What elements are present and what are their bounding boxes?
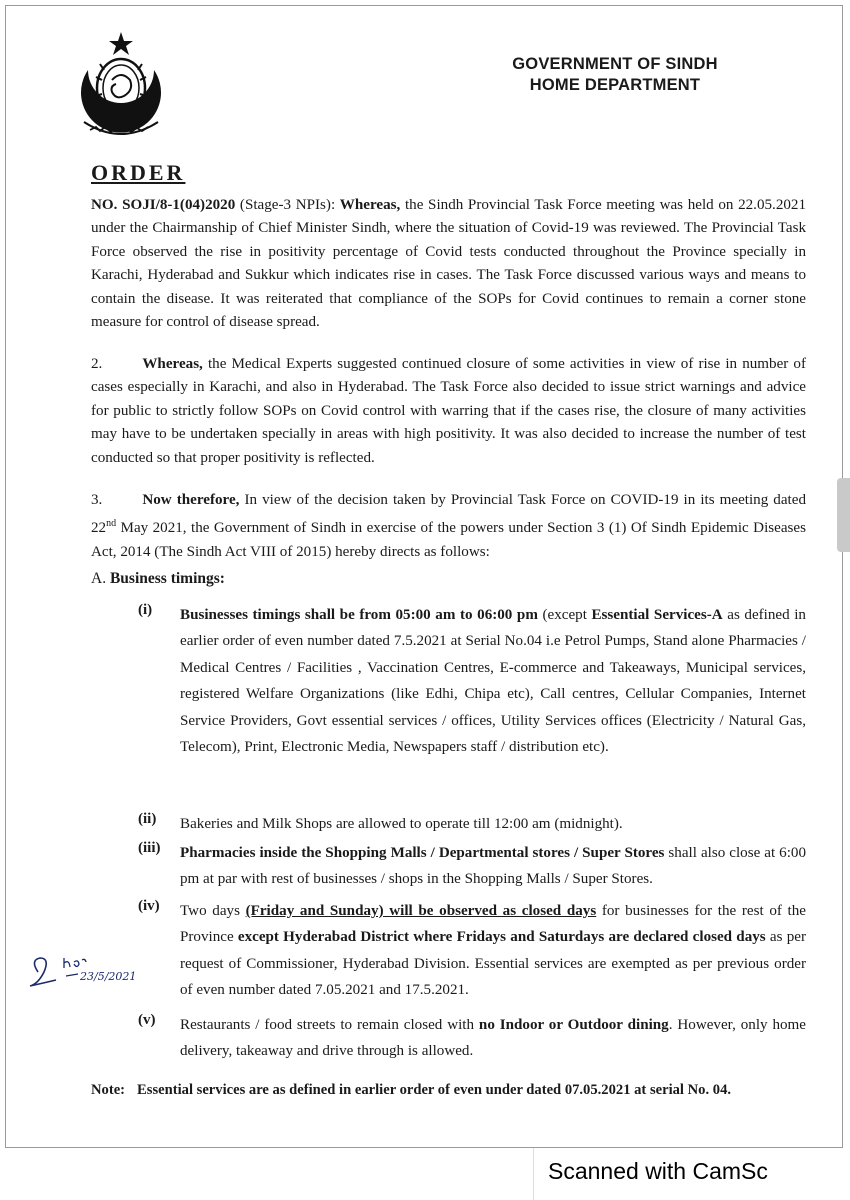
item-span: Two days (180, 903, 246, 919)
signature-date: 23/5/2021 (80, 970, 137, 983)
item-span: as per request of Commissioner, Hyderabad Division. Essential services are exempted as per previous order of even number dated 7.05.2021 and 17.5.2021. (180, 929, 806, 999)
item-number: (i) (138, 602, 153, 618)
item-number: (ii) (138, 811, 157, 827)
order-reference: NO. SOJI/8-1(04)2020 (91, 197, 236, 213)
item-text (180, 602, 806, 760)
item-number: (iii) (138, 840, 161, 856)
paragraph-2-number: 2. (91, 356, 103, 372)
sindh-government-emblem-icon (74, 30, 168, 146)
scroll-handle[interactable] (837, 478, 850, 552)
paragraph-2-lead: Whereas, (142, 356, 203, 372)
item-span: for businesses for the rest of the Province (180, 903, 806, 946)
item-number: (v) (138, 1012, 156, 1028)
item-number: (iv) (138, 898, 160, 914)
paragraph-3-text-a: In view of the decision taken by Provincial Task Force on COVID-19 in its meeting dated 22 (91, 492, 806, 537)
order-title: ORDER (91, 160, 186, 185)
item-text (180, 1012, 806, 1065)
handwritten-signature-icon (22, 950, 162, 995)
note-label: Note: (91, 1082, 126, 1098)
item-span: shall also close at 6:00 pm at par with rest of businesses / shops in the Shopping Malls / Super Stores. (180, 845, 806, 888)
date-ordinal-suffix: nd (106, 518, 117, 530)
item-bold: Essential Services-A (591, 607, 723, 623)
item-span: . However, only home delivery, takeaway and drive through is allowed. (180, 1017, 806, 1060)
section-a-letter: A. (91, 570, 107, 587)
item-bold: Businesses timings shall be from 05:00 am to 06:00 pm (180, 607, 538, 623)
section-a-title: Business timings: (109, 570, 225, 587)
government-name: GOVERNMENT OF SINDH (512, 55, 718, 73)
section-a-heading (91, 570, 225, 588)
watermark-text: Scanned with CamSc (548, 1158, 768, 1184)
whereas-lead: Whereas, (339, 197, 401, 213)
item-bold: except Hyderabad District where Fridays and Saturdays are declared closed days (237, 929, 766, 946)
paragraph-3-text-b: May 2021, the Government of Sindh in exercise of the powers under Section 3 (1) Of Sindh Epidemic Diseases Act, 2014 (The Sindh Act VIII of 2015) hereby directs as follows: (91, 520, 806, 560)
item-span: Restaurants / food streets to remain closed with (180, 1017, 479, 1033)
paragraph-3 (91, 489, 806, 564)
item-text: Bakeries and Milk Shops are allowed to operate till 12:00 am (midnight). (180, 816, 623, 832)
item-text (180, 840, 806, 893)
item-text (180, 898, 806, 1004)
paragraph-1-text: the Sindh Provincial Task Force meeting was held on 22.05.2021 under the Chairmanship of Chief Minister Sindh, where the situation of Covid-19 was reviewed. The Provincial Task Force observed the rise in positivity percentage of Covid tests conducted throughout the Province specially in Karachi, Hyderabad and Sukkur which indicates rise in cases. The Task Force discussed various ways and means to contain the disease. It was reiterated that compliance of the SOPs for Covid continues to remain a corner stone measure for control of disease spread. (91, 197, 807, 331)
letterhead (470, 54, 760, 96)
item-bold-underlined: (Friday and Sunday) will be observed as closed days (245, 903, 597, 919)
item-span: (except (537, 607, 592, 623)
paragraph-1 (91, 194, 806, 334)
item-bold: no Indoor or Outdoor dining (478, 1017, 669, 1033)
note-text: Essential services are as defined in earlier order of even under dated 07.05.2021 at serial No. 04. (137, 1082, 732, 1098)
order-stage: (Stage-3 NPIs): (235, 197, 340, 213)
item-span: as defined in earlier order of even number dated 7.5.2021 at Serial No.04 i.e Petrol Pumps, Stand alone Pharmacies / Medical Centres / Facilities , Vaccination Centres, E-commerce and Takeaways, Municipal services, registered Welfare Organizations (like Edhi, Chipa etc), Call centres, Cellular Companies, Internet Service Providers, Govt essential services / offices, Utility Services offices (Electricity / Natural Gas, Telecom), Print, Electronic Media, Newspapers staff / distribution etc). (180, 607, 806, 756)
paragraph-3-number: 3. (91, 492, 103, 508)
scanner-watermark (533, 1148, 850, 1200)
paragraph-3-lead: Now therefore, (142, 492, 240, 508)
note (91, 1082, 731, 1099)
paragraph-2 (91, 353, 806, 470)
paragraph-2-text: the Medical Experts suggested continued closure of some activities in view of rise in number of cases especially in Karachi, and also in Hyderabad. The Task Force also decided to issue strict warnings and advice for public to strictly follow SOPs on Covid control with warring that if the cases rise, the closure of many activities may have to be undertaken specially in areas with high positivity. It was also decided to increase the number of test conducted so that proper positivity is reflected. (91, 356, 806, 466)
item-bold: Pharmacies inside the Shopping Malls / Departmental stores / Super Stores (180, 845, 665, 861)
department-name: HOME DEPARTMENT (529, 76, 701, 94)
